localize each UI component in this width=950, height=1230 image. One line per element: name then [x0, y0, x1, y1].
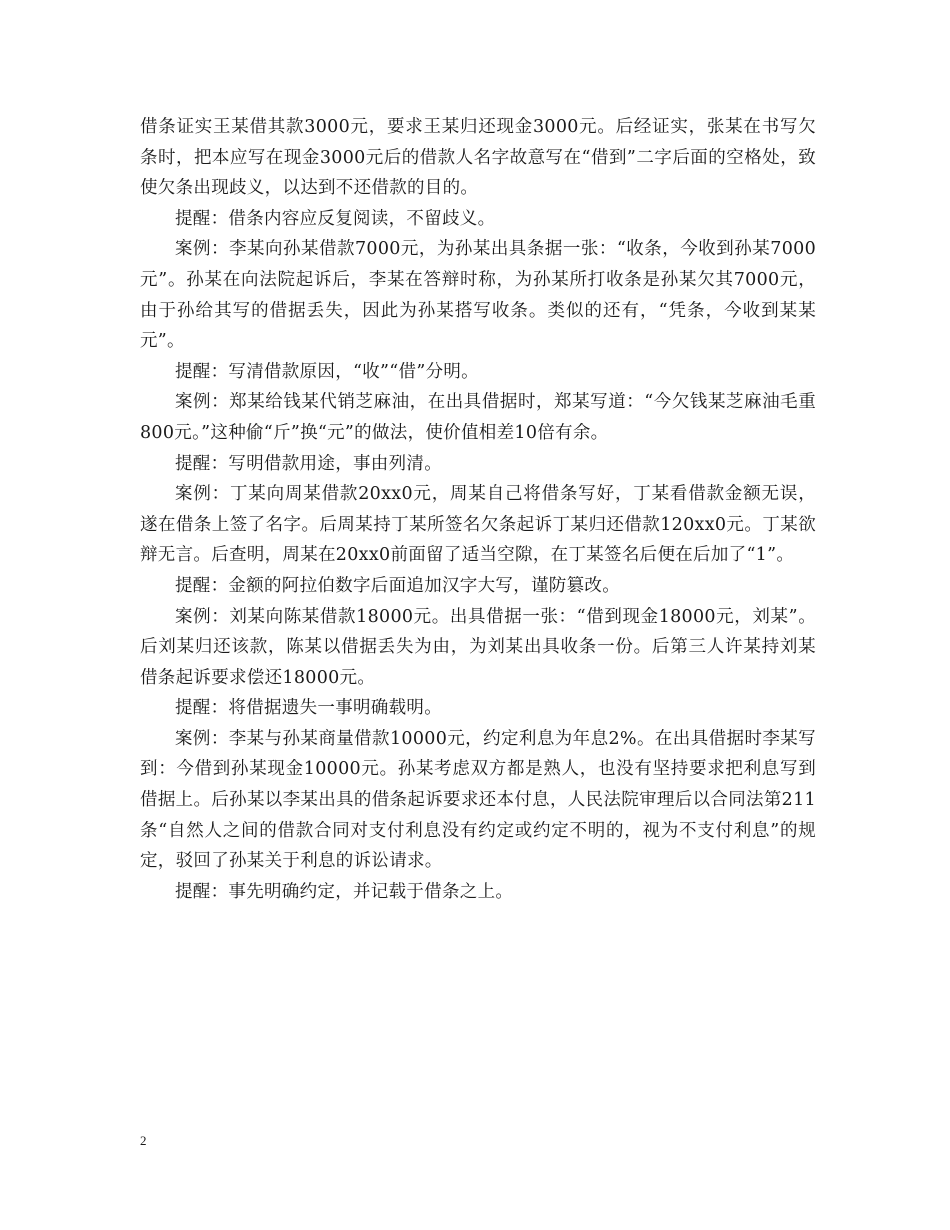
- paragraph-continuation: 借条证实王某借其款3000元，要求王某归还现金3000元。后经证实，张某在书写欠条时，把本应写在现金3000元后的借款人名字故意写在“借到”二字后面的空格处，致使欠条出现歧义，以达到不还借款的目的。: [140, 117, 816, 199]
- document-body: [140, 112, 816, 907]
- paragraph-case: 案例：刘某向陈某借款18000元。出具借据一张：“借到现金18000元，刘某”。后刘某归还该款，陈某以借据丢失为由，为刘某出具收条一份。后第三人许某持刘某借条起诉要求偿还18000元。: [140, 606, 816, 688]
- paragraph-case: 案例：李某与孙某商量借款10000元，约定利息为年息2%。在出具借据时李某写到：今借到孙某现金10000元。孙某考虑双方都是熟人，也没有坚持要求把利息写到借据上。后孙某以李某出具的借条起诉要求还本付息，人民法院审理后以合同法第211条“自然人之间的借款合同对支付利息没有约定或约定不明的，视为不支付利息”的规定，驳回了孙某关于利息的诉讼请求。: [140, 728, 816, 872]
- paragraph-case: 案例：李某向孙某借款7000元，为孙某出具条据一张：“收条，今收到孙某7000元”。孙某在向法院起诉后，李某在答辩时称，为孙某所打收条是孙某欠其7000元，由于孙给其写的借据丢失，因此为孙某搭写收条。类似的还有，“凭条，今收到某某元”。: [140, 239, 816, 352]
- paragraph-case: 案例：丁某向周某借款20xx0元，周某自己将借条写好，丁某看借款金额无误，遂在借条上签了名字。后周某持丁某所签名欠条起诉丁某归还借款120xx0元。丁某欲辩无言。后查明，周某在20xx0前面留了适当空隙，在丁某签名后便在后加了“1”。: [140, 484, 816, 566]
- page-number: 2: [140, 1133, 147, 1148]
- paragraph-reminder: 提醒：借条内容应反复阅读，不留歧义。: [175, 208, 496, 229]
- paragraph-reminder: 提醒：将借据遗失一事明确载明。: [175, 698, 442, 719]
- paragraph-case: 案例：郑某给钱某代销芝麻油，在出具借据时，郑某写道：“今欠钱某芝麻油毛重800元。”这种偷“斤”换“元”的做法，使价值相差10倍有余。: [140, 392, 816, 443]
- paragraph-reminder: 提醒：写清借款原因，“收”“借”分明。: [175, 361, 479, 382]
- paragraph-reminder: 提醒：事先明确约定，并记载于借条之上。: [175, 881, 514, 902]
- paragraph-reminder: 提醒：写明借款用途，事由列清。: [175, 453, 442, 474]
- paragraph-reminder: 提醒：金额的阿拉伯数字后面追加汉字大写，谨防篡改。: [175, 575, 620, 596]
